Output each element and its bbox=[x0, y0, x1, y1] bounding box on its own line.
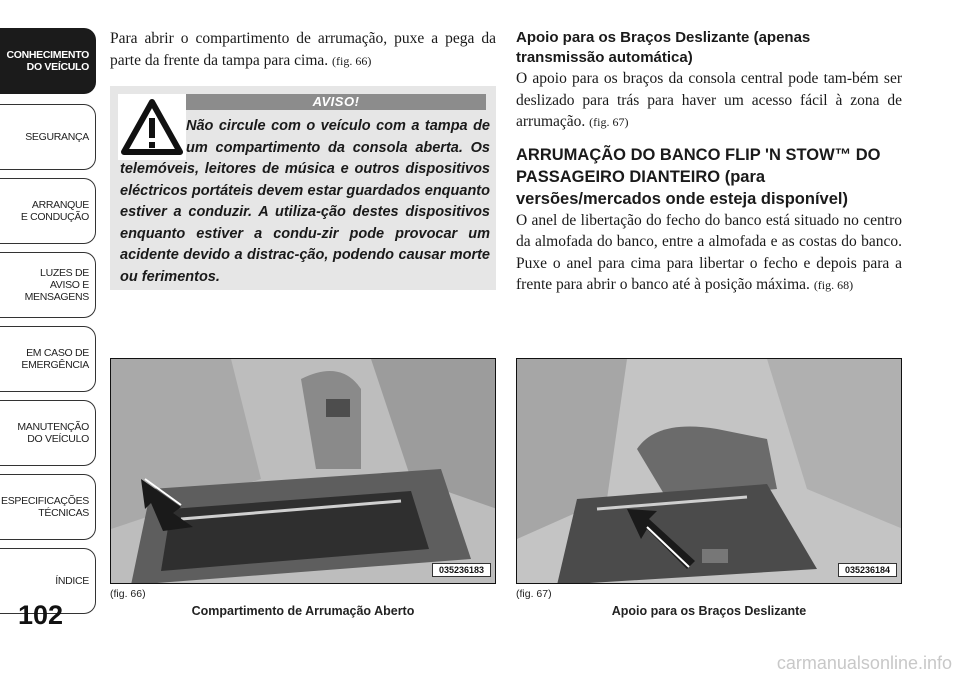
tab-conhecimento-do-veiculo[interactable]: CONHECIMENTO DO VEÍCULO bbox=[0, 28, 96, 94]
tab-arranque-e-conducao[interactable]: ARRANQUE E CONDUÇÃO bbox=[0, 178, 96, 244]
armrest-paragraph bbox=[516, 68, 902, 134]
warning-body: Não circule com o veículo com a tampa de um compartimento da consola aberta. Os telemóveis, leitores de música e outros dispositivos eléctricos portáteis devem estar guardados enquanto estiver a conduzir. A utiliza-ção destes dispositivos enquanto estiver a condu-zir pode provocar um acidente devido a distrac-ção, podendo causar morte ou ferimentos. bbox=[120, 118, 490, 285]
figref-68[interactable]: (fig. 68) bbox=[813, 278, 854, 292]
figure-66-photo bbox=[110, 358, 496, 584]
intro-paragraph bbox=[110, 28, 496, 72]
warning-text bbox=[120, 116, 490, 288]
storage-text: O anel de libertação do fecho do banco está situado no centro da almofada do banco, entre a almofada e as costas do banco. Puxe o anel para cima para libertar o fecho e depois para a frente para abrir o banco até à posição máxima. bbox=[516, 211, 902, 293]
sliding-armrest-illustration bbox=[517, 359, 902, 584]
storage-heading: ARRUMAÇÃO DO BANCO FLIP 'N STOW™ DO PASSAGEIRO DIANTEIRO (para versões/mercados onde esteja disponível) bbox=[516, 145, 881, 208]
storage-paragraph bbox=[516, 210, 902, 297]
tab-seguranca[interactable]: SEGURANÇA bbox=[0, 104, 96, 170]
figure-66-label: (fig. 66) bbox=[110, 588, 146, 600]
armrest-heading: Apoio para os Braços Deslizante (apenas transmissão automática) bbox=[516, 29, 811, 66]
figure-67-photo bbox=[516, 358, 902, 584]
warning-header: AVISO! bbox=[186, 94, 486, 110]
console-storage-illustration bbox=[111, 359, 496, 584]
intro-text: Para abrir o compartimento de arrumação, puxe a pega da parte da frente da tampa para cima. bbox=[110, 30, 496, 69]
figure-67-caption: Apoio para os Braços Deslizante bbox=[611, 604, 807, 618]
tab-manutencao-do-veiculo[interactable]: MANUTENÇÃO DO VEÍCULO bbox=[0, 400, 96, 466]
figure-66-code: 035236183 bbox=[432, 563, 491, 577]
left-column bbox=[110, 28, 496, 72]
figref-67[interactable]: (fig. 67) bbox=[589, 115, 629, 129]
watermark: carmanualsonline.info bbox=[776, 653, 952, 673]
armrest-text: O apoio para os braços da consola central pode tam-bém ser deslizado para trás para haver um acesso fácil à zona de arrumação. bbox=[516, 70, 902, 130]
tab-em-caso-de-emergencia[interactable]: EM CASO DE EMERGÊNCIA bbox=[0, 326, 96, 392]
figure-67-label: (fig. 67) bbox=[516, 588, 552, 600]
tab-luzes-de-aviso[interactable]: LUZES DE AVISO E MENSAGENS bbox=[0, 252, 96, 318]
figref-66[interactable]: (fig. 66) bbox=[332, 53, 372, 68]
figure-67-code: 035236184 bbox=[838, 563, 897, 577]
page-number: 102 bbox=[18, 600, 64, 630]
tab-indice[interactable]: ÍNDICE bbox=[0, 548, 96, 614]
right-column bbox=[516, 28, 902, 297]
figure-66-caption: Compartimento de Arrumação Aberto bbox=[191, 604, 415, 618]
tab-especificacoes-tecnicas[interactable]: ESPECIFICAÇÕES TÉCNICAS bbox=[0, 474, 96, 540]
